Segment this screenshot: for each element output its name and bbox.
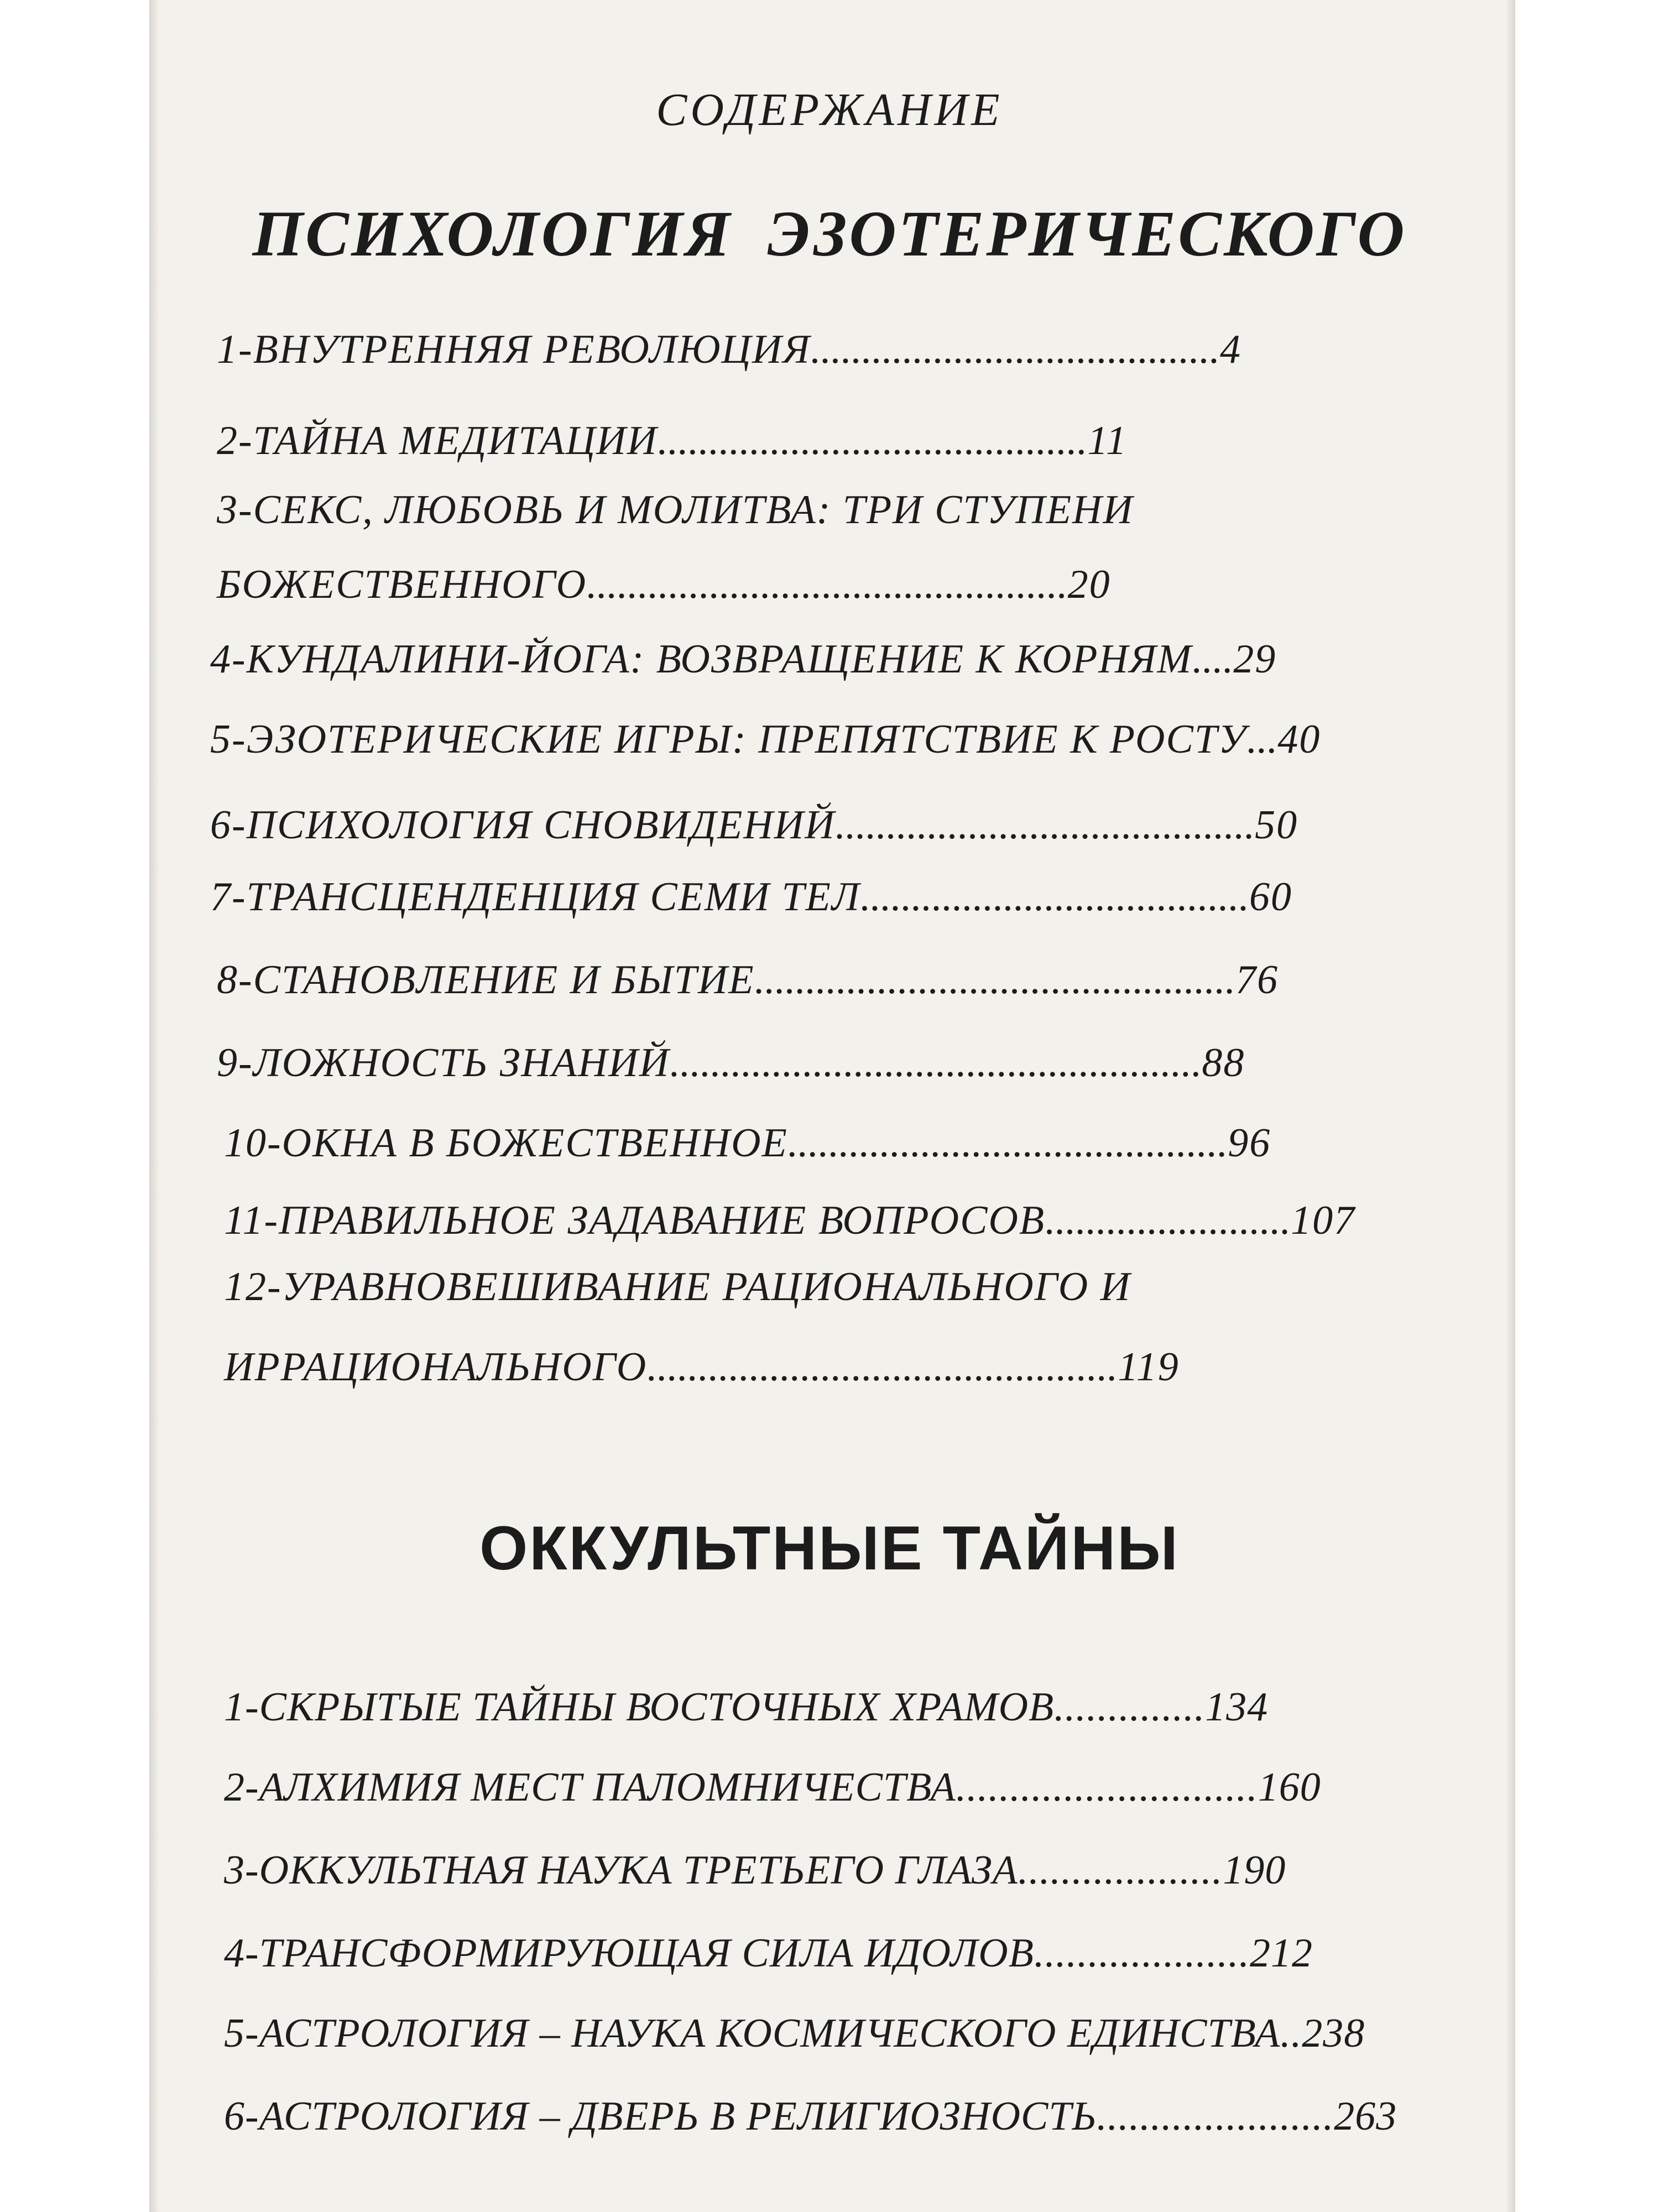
toc-entry[interactable] (224, 1933, 1313, 1974)
toc-leader-dots: ............................................... (754, 957, 1236, 1003)
toc-entry[interactable] (224, 1767, 1321, 1808)
toc-page-number: 107 (1291, 1198, 1356, 1243)
toc-page-number: 134 (1205, 1684, 1269, 1730)
toc-entry-title: 7-ТРАНСЦЕНДЕНЦИЯ СЕМИ ТЕЛ (210, 874, 860, 920)
toc-entry[interactable] (224, 2096, 1397, 2137)
toc-entry-title: 10-ОКНА В БОЖЕСТВЕННОЕ (224, 1120, 788, 1166)
toc-leader-dots: .......................................... (658, 418, 1088, 463)
toc-leader-dots: ........................................ (811, 327, 1220, 372)
toc-page-number: 160 (1258, 1765, 1321, 1810)
toc-page-number: 88 (1202, 1040, 1245, 1086)
toc-entry-title: 3-СЕКС, ЛЮБОВЬ И МОЛИТВА: ТРИ СТУПЕНИ (217, 487, 1134, 533)
toc-entry-title: 8-СТАНОВЛЕНИЕ И БЫТИЕ (217, 957, 755, 1003)
toc-entry[interactable] (224, 1850, 1286, 1891)
toc-entry-title: 12-УРАВНОВЕШИВАНИЕ РАЦИОНАЛЬНОГО И (224, 1264, 1131, 1310)
toc-leader-dots: ............................ (956, 1765, 1258, 1810)
toc-page-number: 29 (1233, 637, 1277, 682)
toc-leader-dots: ......................................... (835, 802, 1255, 848)
toc-entry-title: БОЖЕСТВЕННОГО (217, 562, 587, 607)
toc-leader-dots: .............. (1054, 1684, 1206, 1730)
toc-page-number: 96 (1228, 1120, 1271, 1166)
toc-entry-title: 3-ОККУЛЬТНАЯ НАУКА ТРЕТЬЕГО ГЛАЗА (224, 1848, 1018, 1893)
toc-page-number: 190 (1223, 1848, 1286, 1893)
toc-page-number: 60 (1249, 874, 1292, 920)
toc-entry-title: 1-СКРЫТЫЕ ТАЙНЫ ВОСТОЧНЫХ ХРАМОВ (224, 1684, 1055, 1730)
toc-entry-title: 5-АСТРОЛОГИЯ – НАУКА КОСМИЧЕСКОГО ЕДИНСТВА (224, 2011, 1281, 2056)
toc-page-number: 76 (1235, 957, 1279, 1003)
toc-entry-title: 9-ЛОЖНОСТЬ ЗНАНИЙ (217, 1040, 670, 1086)
toc-entry-title: 4-КУНДАЛИНИ-ЙОГА: ВОЗВРАЩЕНИЕ К КОРНЯМ (210, 637, 1193, 682)
toc-entry[interactable] (224, 2013, 1365, 2054)
toc-page-number: 4 (1220, 327, 1242, 372)
toc-page-number: 40 (1277, 717, 1321, 762)
toc-entry-title: 1-ВНУТРЕННЯЯ РЕВОЛЮЦИЯ (217, 327, 811, 372)
toc-leader-dots: ................... (1018, 1848, 1223, 1893)
toc-leader-dots: .................... (1034, 1931, 1250, 1976)
toc-page-number: 50 (1255, 802, 1298, 848)
toc-leader-dots: ........................ (1045, 1198, 1291, 1243)
toc-leader-dots: ........................................... (787, 1120, 1228, 1166)
toc-page-number: 212 (1249, 1931, 1313, 1976)
toc-leader-dots: .. (1280, 2011, 1302, 2056)
toc-entry-title: 5-ЭЗОТЕРИЧЕСКИЕ ИГРЫ: ПРЕПЯТСТВИЕ К РОСТУ (210, 717, 1247, 762)
toc-entry-title: 2-ТАЙНА МЕДИТАЦИИ (217, 418, 658, 463)
toc-leader-dots: .............................................. (647, 1344, 1118, 1390)
toc-leader-dots: .................................................... (670, 1040, 1202, 1086)
section-title-psychology: ПСИХОЛОГИЯ ЭЗОТЕРИЧЕСКОГО (252, 197, 1407, 270)
toc-leader-dots: ...................................... (860, 874, 1249, 920)
toc-page-number: 263 (1334, 2094, 1397, 2139)
toc-entry-title: 4-ТРАНСФОРМИРУЮЩАЯ СИЛА ИДОЛОВ (224, 1931, 1034, 1976)
toc-entry-title: 11-ПРАВИЛЬНОЕ ЗАДАВАНИЕ ВОПРОСОВ (224, 1198, 1046, 1243)
toc-leader-dots: ............................................... (587, 562, 1068, 607)
section-title-occult: ОККУЛЬТНЫЕ ТАЙНЫ (479, 1514, 1180, 1583)
toc-entry-title: 6-ПСИХОЛОГИЯ СНОВИДЕНИЙ (210, 802, 836, 848)
toc-entry[interactable] (224, 1684, 1269, 1730)
contents-heading: СОДЕРЖАНИЕ (656, 84, 1003, 135)
toc-page-number: 11 (1087, 418, 1128, 463)
toc-page-number: 20 (1067, 562, 1111, 607)
toc-entry-title: 2-АЛХИМИЯ МЕСТ ПАЛОМНИЧЕСТВА (224, 1765, 956, 1810)
toc-entry-title: ИРРАЦИОНАЛЬНОГО (224, 1344, 648, 1390)
toc-page-number: 119 (1118, 1344, 1180, 1390)
toc-leader-dots: ... (1246, 717, 1278, 762)
toc-leader-dots: ...................... (1097, 2094, 1334, 2139)
toc-page-number: 238 (1302, 2011, 1365, 2056)
toc-entry-title: 6-АСТРОЛОГИЯ – ДВЕРЬ В РЕЛИГИОЗНОСТЬ (224, 2094, 1097, 2139)
toc-leader-dots: .... (1192, 637, 1234, 682)
